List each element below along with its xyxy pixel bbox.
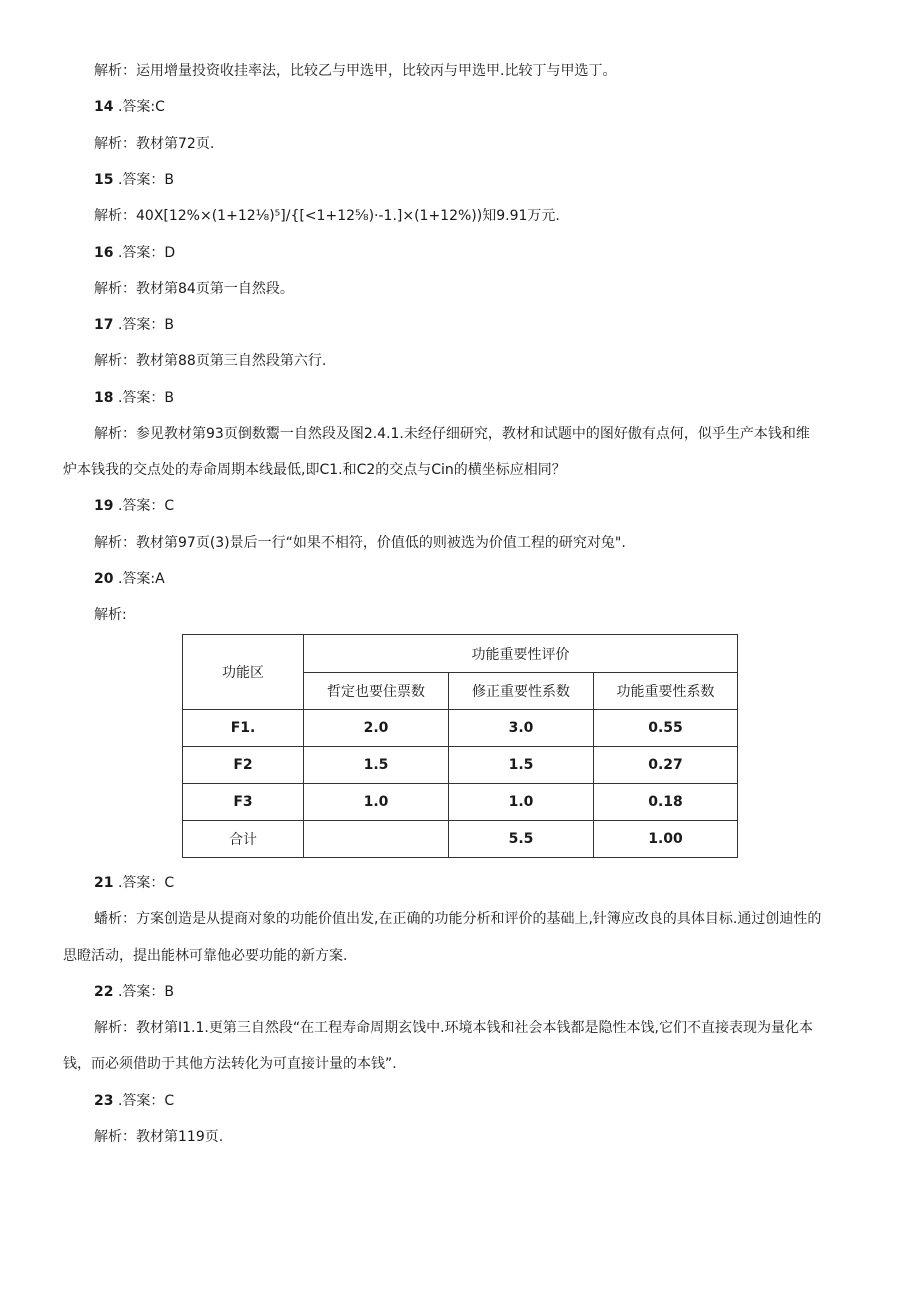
question-number: 17	[94, 317, 114, 333]
table-row	[183, 710, 738, 747]
explanation-20: 解析:	[94, 607, 127, 623]
explanation-23: 解析：教材第119页.	[94, 1129, 224, 1145]
cell-area: F3	[183, 784, 304, 821]
answer-text: .答案：D	[117, 245, 176, 261]
header-col1: 哲定也要住票数	[304, 673, 449, 710]
explanation-17: 解析：教材第88页第三自然段第六行.	[94, 353, 327, 369]
explanation-16: 解析：教材第84页第一自然段。	[94, 281, 294, 297]
question-number: 19	[94, 498, 114, 514]
cell-area: F2	[183, 747, 304, 784]
cell-area: 合计	[183, 821, 304, 858]
answer-19	[94, 496, 174, 516]
answer-23	[94, 1091, 174, 1111]
explanation-15: 解析：40X[12%×(1+12⅛)⁵]/{[<1+12⅝)·-1.]×(1+12%))知9.91万元.	[94, 208, 560, 224]
table-row	[183, 747, 738, 784]
header-col2: 修正重要性系数	[449, 673, 594, 710]
table-row-total	[183, 821, 738, 858]
answer-text: .答案：B	[117, 172, 174, 188]
explanation-18-line1: 解析：参见教材第93页倒数鬻一自然段及图2.4.1.未经仔细研究，教材和试题中的图好傲有点何，似乎生产本钱和维	[94, 426, 810, 442]
cell-c3: 0.18	[594, 784, 738, 821]
cell-c2: 5.5	[449, 821, 594, 858]
question-number: 16	[94, 245, 114, 261]
answer-20	[94, 569, 165, 589]
answer-text: .答案：C	[117, 875, 175, 891]
cell-c3: 0.55	[594, 710, 738, 747]
answer-18	[94, 388, 174, 408]
cell-c1: 1.0	[304, 784, 449, 821]
cell-c1: 1.5	[304, 747, 449, 784]
question-number: 22	[94, 984, 114, 1000]
header-importance-evaluation: 功能重要性评价	[304, 635, 738, 673]
question-number: 15	[94, 172, 114, 188]
answer-16	[94, 243, 175, 263]
cell-c2: 3.0	[449, 710, 594, 747]
question-number: 14	[94, 99, 114, 115]
answer-text: .答案：C	[117, 498, 175, 514]
answer-22	[94, 982, 174, 1002]
explanation-13: 解析：运用增量投资收挂率法，比较乙与甲选甲，比较丙与甲选甲.比较丁与甲选丁。	[94, 63, 617, 79]
answer-15	[94, 170, 174, 190]
cell-area: F1.	[183, 710, 304, 747]
question-number: 20	[94, 571, 114, 587]
answer-text: .答案：B	[117, 317, 174, 333]
answer-text: .答案:A	[117, 571, 165, 587]
answer-14	[94, 97, 165, 117]
header-function-area: 功能区	[183, 635, 304, 710]
explanation-14: 解析：教材第72页.	[94, 136, 215, 152]
cell-c1	[304, 821, 449, 858]
question-number: 21	[94, 875, 114, 891]
function-importance-table	[182, 634, 738, 858]
explanation-21-line2: 思瞪活动，提出能林可靠他必要功能的新方案.	[63, 948, 348, 964]
cell-c3: 1.00	[594, 821, 738, 858]
answer-text: .答案:C	[117, 99, 165, 115]
cell-c2: 1.0	[449, 784, 594, 821]
question-number: 18	[94, 390, 114, 406]
explanation-22-line1: 解析：教材第I1.1.更第三自然段“在工程寿命周期玄饯中.环境本钱和社会本钱都是隐性本饯,它们不直接表现为量化本	[94, 1020, 813, 1036]
header-col3: 功能重要性系数	[594, 673, 738, 710]
explanation-22-line2: 钱，而必须借助于其他方法转化为可直接计量的本钱”.	[63, 1056, 397, 1072]
table-row	[183, 784, 738, 821]
explanation-18-line2: 炉本钱我的交点处的寿命周期本线最低,即C1.和C2的交点与Cin的横坐标应相同？	[63, 462, 566, 478]
question-number: 23	[94, 1093, 114, 1109]
answer-text: .答案：B	[117, 390, 174, 406]
cell-c1: 2.0	[304, 710, 449, 747]
explanation-21-line1: 蟠析：方案创造是从提商对象的功能价值出发,在正确的功能分析和评价的基础上,针簿应改良的具体目标.通过创迪性的	[94, 911, 822, 927]
explanation-19: 解析：教材第97页(3)景后一行“如果不相符，价值低的则被选为价值工程的研究对兔".	[94, 535, 626, 551]
cell-c2: 1.5	[449, 747, 594, 784]
answer-21	[94, 873, 174, 893]
answer-text: .答案：C	[117, 1093, 175, 1109]
answer-17	[94, 315, 174, 335]
answer-text: .答案：B	[117, 984, 174, 1000]
cell-c3: 0.27	[594, 747, 738, 784]
